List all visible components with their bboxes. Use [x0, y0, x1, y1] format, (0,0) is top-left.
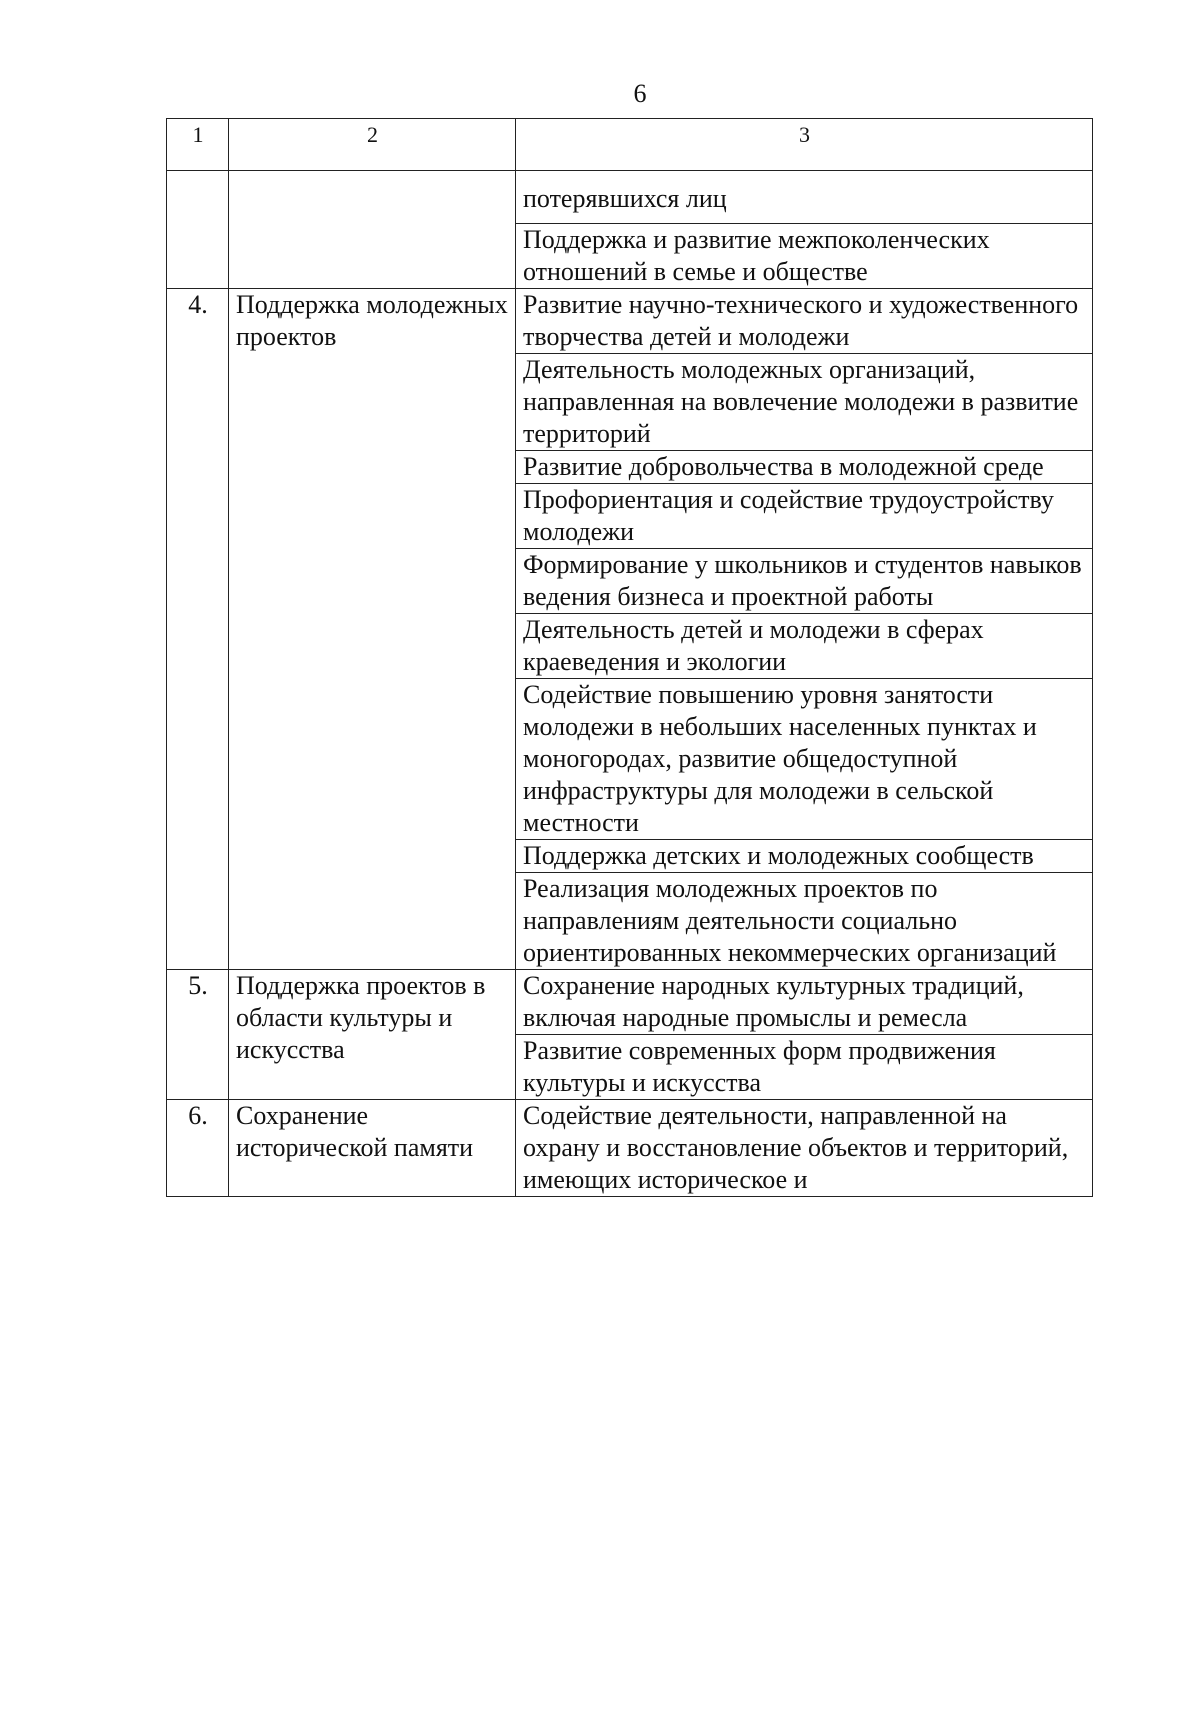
direction-item: Поддержка и развитие межпоколенческих отношений в семье и обществе: [516, 224, 1093, 289]
direction-item: Содействие деятельности, направленной на охрану и восстановление объектов и территорий, имеющих историческое и: [516, 1100, 1093, 1197]
directions-table: [166, 118, 1093, 1197]
table-row: [167, 171, 1093, 224]
column-header-3: 3: [516, 119, 1093, 171]
column-header-2: 2: [229, 119, 516, 171]
direction-item: Содействие повышению уровня занятости молодежи в небольших населенных пунктах и моногородах, развитие общедоступной инфраструктуры для молодежи в сельской местности: [516, 679, 1093, 840]
row-number: 4.: [167, 289, 229, 970]
row-number: [167, 171, 229, 289]
table-row: [167, 289, 1093, 354]
direction-item: Деятельность детей и молодежи в сферах краеведения и экологии: [516, 614, 1093, 679]
direction-item: Сохранение народных культурных традиций, включая народные промыслы и ремесла: [516, 970, 1093, 1035]
direction-name: Сохранение исторической памяти: [229, 1100, 516, 1197]
row-number: 5.: [167, 970, 229, 1100]
row-number: 6.: [167, 1100, 229, 1197]
direction-item: Развитие научно-технического и художественного творчества детей и молодежи: [516, 289, 1093, 354]
direction-name: Поддержка молодежных проектов: [229, 289, 516, 970]
table-row: [167, 1100, 1093, 1197]
direction-item: Деятельность молодежных организаций, направленная на вовлечение молодежи в развитие территорий: [516, 354, 1093, 451]
column-header-1: 1: [167, 119, 229, 171]
direction-item: Развитие современных форм продвижения культуры и искусства: [516, 1035, 1093, 1100]
table-header-row: [167, 119, 1093, 171]
direction-item: Развитие добровольчества в молодежной среде: [516, 451, 1093, 484]
direction-name: [229, 171, 516, 289]
direction-item: Реализация молодежных проектов по направлениям деятельности социально ориентированных некоммерческих организаций: [516, 873, 1093, 970]
direction-item: Профориентация и содействие трудоустройству молодежи: [516, 484, 1093, 549]
table-row: [167, 970, 1093, 1035]
direction-item: Формирование у школьников и студентов навыков ведения бизнеса и проектной работы: [516, 549, 1093, 614]
direction-name: Поддержка проектов в области культуры и искусства: [229, 970, 516, 1100]
direction-item: потерявшихся лиц: [516, 171, 1093, 224]
direction-item: Поддержка детских и молодежных сообществ: [516, 840, 1093, 873]
page-number: 6: [633, 79, 647, 108]
